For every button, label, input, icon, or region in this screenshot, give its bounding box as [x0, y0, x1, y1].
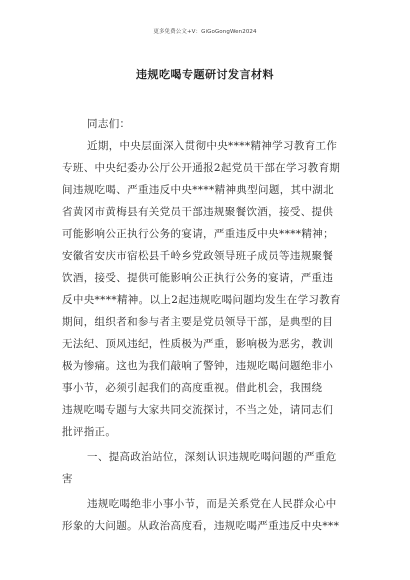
paragraph-line: 无法纪、顶风违纪，性质极为严重，影响极为恶劣，教训: [62, 338, 334, 350]
paragraph-line: 批评指正。: [62, 426, 117, 438]
document-title: 违规吃喝专题研讨发言材料: [136, 68, 274, 81]
paragraph-line: 近期，中央层面深入贯彻中央****精神学习教育工作: [87, 140, 338, 152]
paragraph-line: 专班、中央纪委办公厅公开通报2起党员干部在学习教育期: [62, 162, 341, 174]
paragraph-line: 期间，组织者和参与者主要是党员领导干部，是典型的目: [62, 316, 334, 328]
paragraph-line: 安徽省安庆市宿松县千岭乡党政领导班子成员等违规聚餐: [62, 250, 334, 262]
paragraph-line: 反中央****精神。以上2起违规吃喝问题均发生在学习教育: [62, 294, 341, 306]
paragraph-line: 违规吃喝专题与大家共同交流探讨，不当之处，请同志们: [62, 404, 334, 416]
paragraph-line: 极为惨痛。这也为我们敲响了警钟，违规吃喝问题绝非小: [62, 360, 334, 372]
salutation: 同志们：: [87, 118, 131, 130]
paragraph-line: 间违规吃喝、严重违反中央****精神典型问题，其中湖北: [62, 184, 334, 196]
page-header: 更多免费公文+V：GiGoGongWen2024: [153, 29, 257, 35]
paragraph-line: 违规吃喝绝非小事小节，而是关系党在人民群众心中: [87, 498, 337, 510]
paragraph-line: 省黄冈市黄梅县有关党员干部违规聚餐饮酒，接受、提供: [62, 206, 334, 218]
paragraph-line: 可能影响公正执行公务的宴请，严重违反中央****精神；: [62, 228, 334, 240]
section-heading: 害: [62, 473, 73, 485]
paragraph-line: 事小节，必须引起我们的高度重视。借此机会，我围绕: [62, 382, 323, 394]
paragraph-line: 饮酒，接受、提供可能影响公正执行公务的宴请，严重违: [62, 272, 334, 284]
section-heading: 一、提高政治站位，深刻认识违规吃喝问题的严重危: [87, 451, 337, 463]
paragraph-line: 形象的大问题。从政治高度看，违规吃喝严重违反中央***: [62, 520, 340, 532]
